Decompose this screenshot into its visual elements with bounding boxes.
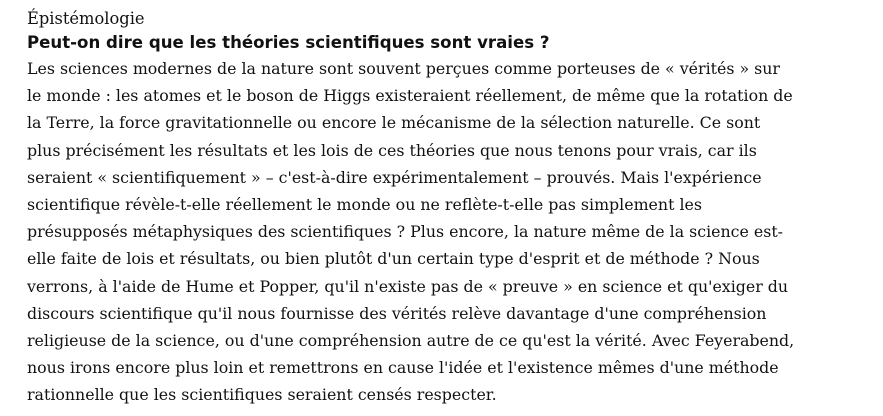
paragraph-line: présupposés métaphysiques des scientifiques ? Plus encore, la nature même de la science est- — [27, 222, 784, 242]
paragraph-line: Les sciences modernes de la nature sont souvent perçues comme porteuses de « vérités » sur — [27, 59, 780, 78]
paragraph-line: verrons, à l'aide de Hume et Popper, qu'il n'existe pas de « preuve » en science et qu'exiger du — [27, 276, 789, 296]
paragraph-line: religieuse de la science, ou d'une compréhension autre de ce qu'est la vérité. Avec Feyerabend, — [27, 330, 795, 350]
paragraph-line: plus précisément les résultats et les lois de ces théories que nous tenons pour vrais, car ils — [27, 140, 757, 160]
paragraph-line: rationnelle que les scientifiques seraient censés respecter. — [27, 385, 497, 405]
paragraph-line: scientifique révèle-t-elle réellement le monde ou ne reflète-t-elle pas simplement les — [27, 194, 702, 214]
paragraph-line: le monde : les atomes et le boson de Higgs existeraient réellement, de même que la rotation de — [27, 86, 793, 106]
paragraph-line: seraient « scientifiquement » – c'est-à-dire expérimentalement – prouvés. Mais l'expérience — [27, 167, 762, 187]
document — [27, 7, 833, 408]
paragraph-line: elle faite de lois et résultats, ou bien plutôt d'un certain type d'esprit et de méthode ? Nous — [27, 249, 760, 269]
document-title: Peut-on dire que les théories scientifiques sont vraies ? — [27, 33, 550, 52]
category-label: Épistémologie — [27, 9, 145, 28]
paragraph-line: la Terre, la force gravitationnelle ou encore le mécanisme de la sélection naturelle. Ce sont — [27, 113, 761, 133]
paragraph-line: discours scientifique qu'il nous fournisse des vérités relève davantage d'une compréhension — [27, 303, 767, 323]
paragraph-line: nous irons encore plus loin et remettrons en cause l'idée et l'existence mêmes d'une méthode — [27, 358, 779, 378]
body-paragraph — [27, 55, 833, 408]
